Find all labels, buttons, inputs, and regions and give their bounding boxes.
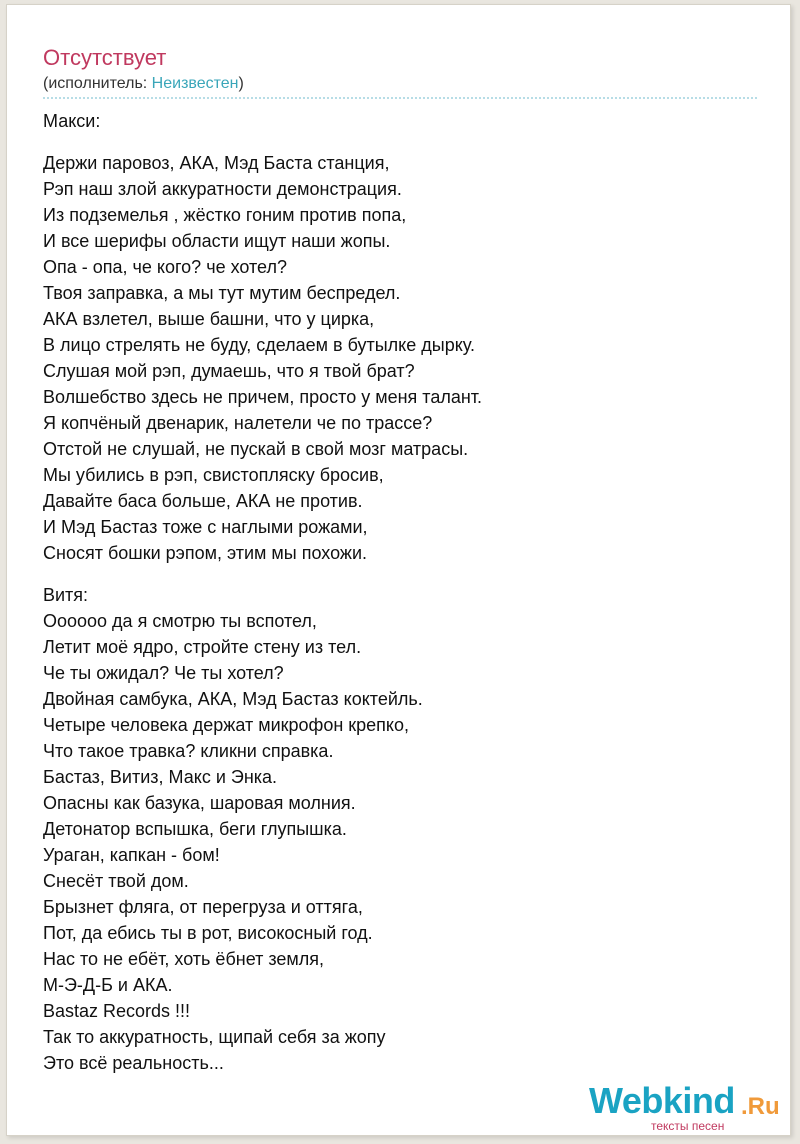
lyrics-line: Макси: xyxy=(43,111,101,131)
lyrics-card xyxy=(6,4,791,1136)
lyrics-line: Мы убились в рэп, свистопляску бросив, xyxy=(43,465,384,485)
lyrics-blank-line xyxy=(43,134,757,150)
artist-line xyxy=(43,74,244,94)
lyrics-text xyxy=(43,108,757,1076)
lyrics-line: Снесёт твой дом. xyxy=(43,871,189,891)
logo-domain: .Ru xyxy=(741,1093,780,1120)
lyrics-line: Летит моё ядро, стройте стену из тел. xyxy=(43,637,362,657)
lyrics-line: М-Э-Д-Б и АКА. xyxy=(43,975,173,995)
lyrics-line: Волшебство здесь не причем, просто у меня талант. xyxy=(43,387,483,407)
lyrics-line: Четыре человека держат микрофон крепко, xyxy=(43,715,410,735)
lyrics-line: АКА взлетел, выше башни, что у цирка, xyxy=(43,309,375,329)
lyrics-line: Бастаз, Витиз, Макс и Энка. xyxy=(43,767,278,787)
artist-suffix: ) xyxy=(238,75,244,92)
logo-tagline: тексты песен xyxy=(651,1119,725,1133)
lyrics-line: Bastaz Records !!! xyxy=(43,1001,191,1021)
song-title: Отсутствует xyxy=(43,45,167,70)
lyrics-line: Слушая мой рэп, думаешь, что я твой брат? xyxy=(43,361,415,381)
lyrics-line: Брызнет фляга, от перегруза и оттяга, xyxy=(43,897,363,917)
lyrics-line: Это всё реальность... xyxy=(43,1053,224,1073)
lyrics-line: Из подземелья , жёстко гоним против попа, xyxy=(43,205,407,225)
lyrics-line: Нас то не ебёт, хоть ёбнет земля, xyxy=(43,949,325,969)
lyrics-line: Ураган, капкан - бом! xyxy=(43,845,220,865)
lyrics-line: Твоя заправка, а мы тут мутим беспредел. xyxy=(43,283,401,303)
divider xyxy=(43,97,757,99)
lyrics-line: В лицо стрелять не буду, сделаем в бутылке дырку. xyxy=(43,335,475,355)
lyrics-line: Так то аккуратность, щипай себя за жопу xyxy=(43,1027,386,1047)
lyrics-line: Я копчёный двенарик, налетели че по трассе? xyxy=(43,413,433,433)
lyrics-line: Опа - опа, че кого? че хотел? xyxy=(43,257,287,277)
lyrics-line: Что такое травка? кликни справка. xyxy=(43,741,334,761)
lyrics-line: Детонатор вспышка, беги глупышка. xyxy=(43,819,347,839)
lyrics-line: Витя: xyxy=(43,585,89,605)
lyrics-line: И Мэд Бастаз тоже с наглыми рожами, xyxy=(43,517,368,537)
lyrics-line: Рэп наш злой аккуратности демонстрация. xyxy=(43,179,402,199)
lyrics-line: Двойная самбука, АКА, Мэд Бастаз коктейль. xyxy=(43,689,423,709)
artist-prefix: (исполнитель: xyxy=(43,75,152,92)
lyrics-line: Держи паровоз, АКА, Мэд Баста станция, xyxy=(43,153,390,173)
lyrics-line: Опасны как базука, шаровая молния. xyxy=(43,793,356,813)
lyrics-line: Че ты ожидал? Че ты хотел? xyxy=(43,663,284,683)
lyrics-line: Оооооо да я смотрю ты вспотел, xyxy=(43,611,317,631)
lyrics-line: И все шерифы области ищут наши жопы. xyxy=(43,231,391,251)
lyrics-line: Давайте баса больше, АКА не против. xyxy=(43,491,363,511)
lyrics-line: Пот, да ебись ты в рот, високосный год. xyxy=(43,923,373,943)
artist-link[interactable]: Неизвестен xyxy=(151,75,239,92)
site-logo[interactable] xyxy=(589,1081,789,1133)
logo-wordmark: Webkind xyxy=(589,1080,735,1121)
lyrics-line: Отстой не слушай, не пускай в свой мозг матрасы. xyxy=(43,439,469,459)
lyrics-line: Сносят бошки рэпом, этим мы похожи. xyxy=(43,543,367,563)
lyrics-blank-line xyxy=(43,566,757,582)
